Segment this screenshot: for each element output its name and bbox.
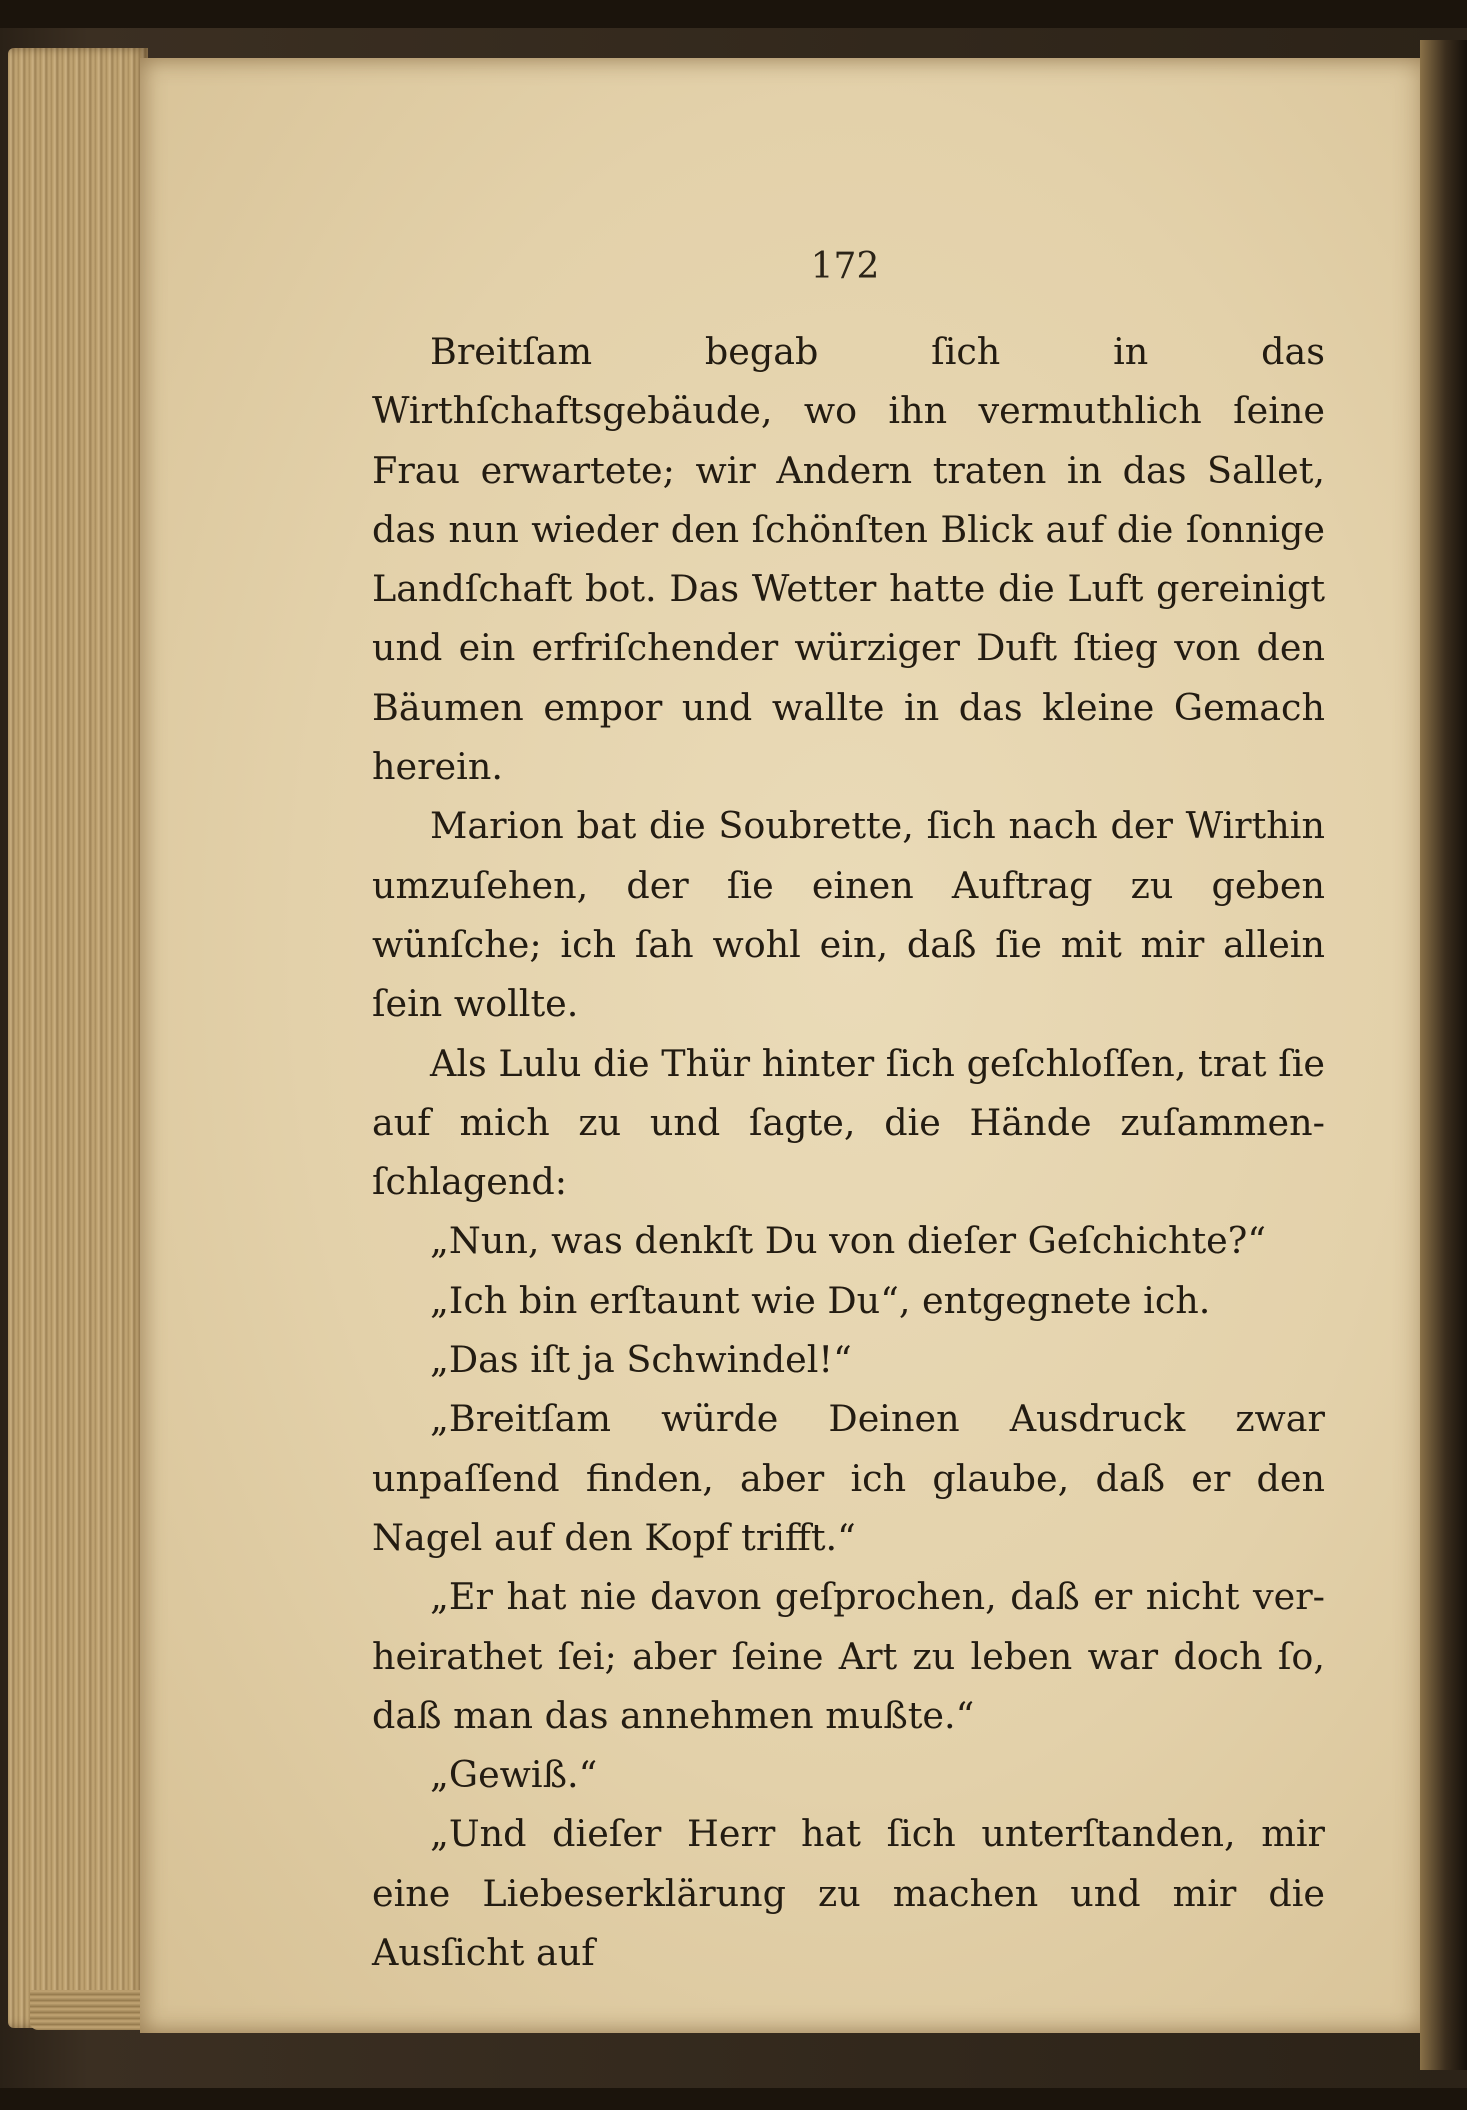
page-edges-left: [8, 48, 148, 2028]
paragraph: „Das iſt ja Schwindel!“: [430, 1338, 852, 1382]
page-number: 172: [810, 246, 880, 287]
body-text: [372, 322, 1325, 1982]
paragraph: „Ich bin erſtaunt wie Du“, entgegnete ich.: [430, 1278, 1211, 1322]
paragraph: Marion bat die Soubrette, ſich nach der Wirthin umzuſehen, der ſie einen Auftrag zu geben wünſche; ich ſah wohl ein, daß ſie mit mir allein ſein wollte.: [372, 804, 1325, 1026]
paragraph: Als Lulu die Thür hinter ſich geſchloſſen, trat ſie auf mich zu und ſagte, die Hände zuſammen-ſchlagend:: [372, 1041, 1325, 1204]
paragraph: „Er hat nie davon geſprochen, daß er nicht ver-heirathet ſei; aber ſeine Art zu leben war doch ſo, daß man das annehmen mußte.“: [372, 1575, 1325, 1737]
paragraph: „Gewiß.“: [430, 1753, 598, 1797]
paragraph: „Und dieſer Herr hat ſich unterſtanden, mir eine Liebeserklärung zu machen und mir die Ausſicht auf: [372, 1812, 1325, 1975]
book-spine: [1420, 40, 1467, 2070]
paragraph: „Breitſam würde Deinen Ausdruck zwar unpaſſend finden, aber ich glaube, daß er den Nagel auf den Kopf trifft.“: [372, 1397, 1325, 1559]
paragraph: „Nun, was denkſt Du von dieſer Geſchichte?“: [430, 1219, 1266, 1263]
paragraph: Breitſam begab ſich in das Wirthſchaftsgebäude, wo ihn vermuthlich ſeine Frau erwartete; wir Andern traten in das Sallet, das nun wieder den ſchönſten Blick auf die ſonnige Landſchaft bot. Das Wetter hatte die Luft gereinigt und ein erfriſchender würziger Duft ſtieg von den Bäumen empor und wallte in das kleine Gemach herein.: [372, 330, 1325, 789]
